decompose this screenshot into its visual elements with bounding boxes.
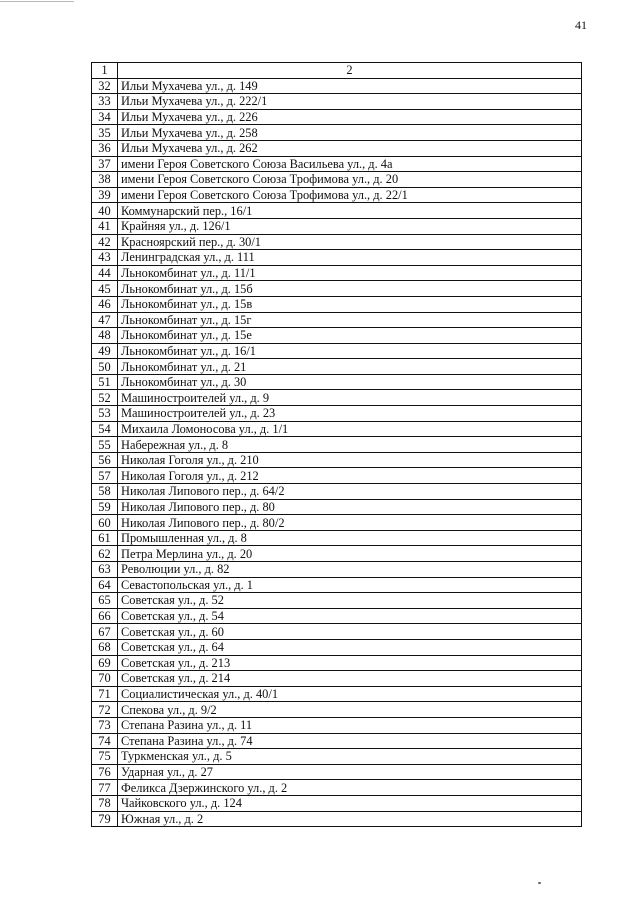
- row-number: 53: [92, 406, 118, 422]
- row-address: Социалистическая ул., д. 40/1: [118, 686, 582, 702]
- row-number: 47: [92, 312, 118, 328]
- row-address: Льнокомбинат ул., д. 21: [118, 359, 582, 375]
- table-row: [92, 343, 582, 359]
- row-number: 72: [92, 702, 118, 718]
- row-number: 41: [92, 218, 118, 234]
- row-number: 38: [92, 172, 118, 188]
- table-row: [92, 187, 582, 203]
- row-address: Севастопольская ул., д. 1: [118, 577, 582, 593]
- row-number: 56: [92, 452, 118, 468]
- row-address: имени Героя Советского Союза Трофимова ул., д. 20: [118, 172, 582, 188]
- table-row: [92, 140, 582, 156]
- row-number: 65: [92, 593, 118, 609]
- row-number: 32: [92, 78, 118, 94]
- table-row: [92, 546, 582, 562]
- row-number: 64: [92, 577, 118, 593]
- table-row: [92, 94, 582, 110]
- table-row: [92, 234, 582, 250]
- row-number: 60: [92, 515, 118, 531]
- table-row: [92, 608, 582, 624]
- row-address: Ильи Мухачева ул., д. 222/1: [118, 94, 582, 110]
- table-row: [92, 795, 582, 811]
- row-number: 43: [92, 250, 118, 266]
- table-row: [92, 780, 582, 796]
- row-number: 68: [92, 639, 118, 655]
- row-number: 33: [92, 94, 118, 110]
- table-row: [92, 218, 582, 234]
- row-number: 35: [92, 125, 118, 141]
- row-number: 52: [92, 390, 118, 406]
- table-row: [92, 203, 582, 219]
- row-number: 58: [92, 484, 118, 500]
- table-row: [92, 421, 582, 437]
- row-number: 50: [92, 359, 118, 375]
- table-row: [92, 125, 582, 141]
- row-address: Промышленная ул., д. 8: [118, 530, 582, 546]
- row-address: имени Героя Советского Союза Трофимова ул., д. 22/1: [118, 187, 582, 203]
- table-row: [92, 593, 582, 609]
- table-row: [92, 328, 582, 344]
- table-row: [92, 390, 582, 406]
- row-number: 39: [92, 187, 118, 203]
- row-number: 45: [92, 281, 118, 297]
- row-number: 73: [92, 717, 118, 733]
- table-row: [92, 312, 582, 328]
- table-row: [92, 78, 582, 94]
- table-row: [92, 468, 582, 484]
- row-address: Льнокомбинат ул., д. 15в: [118, 296, 582, 312]
- row-address: Набережная ул., д. 8: [118, 437, 582, 453]
- row-address: Революции ул., д. 82: [118, 562, 582, 578]
- row-address: Николая Липового пер., д. 80: [118, 499, 582, 515]
- row-number: 57: [92, 468, 118, 484]
- table-row: [92, 359, 582, 375]
- row-address: Чайковского ул., д. 124: [118, 795, 582, 811]
- table-row: [92, 702, 582, 718]
- row-address: Льнокомбинат ул., д. 30: [118, 374, 582, 390]
- row-address: Южная ул., д. 2: [118, 811, 582, 827]
- table-row: [92, 172, 582, 188]
- row-number: 37: [92, 156, 118, 172]
- row-number: 79: [92, 811, 118, 827]
- row-number: 44: [92, 265, 118, 281]
- row-address: Советская ул., д. 60: [118, 624, 582, 640]
- header-row: [92, 63, 582, 79]
- header-col-1: 1: [92, 63, 118, 79]
- table-row: [92, 281, 582, 297]
- row-number: 63: [92, 562, 118, 578]
- table-row: [92, 655, 582, 671]
- row-address: Ударная ул., д. 27: [118, 764, 582, 780]
- table-row: [92, 530, 582, 546]
- table-row: [92, 156, 582, 172]
- row-address: Советская ул., д. 214: [118, 671, 582, 687]
- scan-edge-mark: [0, 1, 74, 2]
- row-number: 76: [92, 764, 118, 780]
- row-number: 61: [92, 530, 118, 546]
- row-number: 54: [92, 421, 118, 437]
- table-row: [92, 109, 582, 125]
- row-number: 55: [92, 437, 118, 453]
- row-address: Степана Разина ул., д. 74: [118, 733, 582, 749]
- row-number: 71: [92, 686, 118, 702]
- scan-speck: [538, 882, 541, 884]
- table-row: [92, 577, 582, 593]
- row-address: Феликса Дзержинского ул., д. 2: [118, 780, 582, 796]
- table-row: [92, 296, 582, 312]
- row-address: Крайняя ул., д. 126/1: [118, 218, 582, 234]
- row-address: Советская ул., д. 213: [118, 655, 582, 671]
- row-number: 46: [92, 296, 118, 312]
- row-address: Льнокомбинат ул., д. 15б: [118, 281, 582, 297]
- table-row: [92, 686, 582, 702]
- row-address: имени Героя Советского Союза Васильева ул., д. 4а: [118, 156, 582, 172]
- row-address: Советская ул., д. 54: [118, 608, 582, 624]
- row-address: Машиностроителей ул., д. 23: [118, 406, 582, 422]
- row-address: Машиностроителей ул., д. 9: [118, 390, 582, 406]
- row-address: Спекова ул., д. 9/2: [118, 702, 582, 718]
- table-row: [92, 484, 582, 500]
- row-number: 66: [92, 608, 118, 624]
- page-number: 41: [575, 18, 587, 32]
- table-header: [92, 63, 582, 79]
- row-number: 51: [92, 374, 118, 390]
- row-address: Ильи Мухачева ул., д. 262: [118, 140, 582, 156]
- row-address: Ильи Мухачева ул., д. 149: [118, 78, 582, 94]
- row-address: Коммунарский пер., 16/1: [118, 203, 582, 219]
- table-row: [92, 562, 582, 578]
- table-row: [92, 717, 582, 733]
- row-number: 78: [92, 795, 118, 811]
- row-number: 36: [92, 140, 118, 156]
- row-address: Николая Липового пер., д. 64/2: [118, 484, 582, 500]
- row-number: 62: [92, 546, 118, 562]
- row-address: Ильи Мухачева ул., д. 226: [118, 109, 582, 125]
- row-number: 74: [92, 733, 118, 749]
- table-row: [92, 452, 582, 468]
- row-number: 40: [92, 203, 118, 219]
- row-number: 70: [92, 671, 118, 687]
- row-address: Николая Гоголя ул., д. 210: [118, 452, 582, 468]
- row-address: Льнокомбинат ул., д. 11/1: [118, 265, 582, 281]
- row-number: 69: [92, 655, 118, 671]
- row-address: Ильи Мухачева ул., д. 258: [118, 125, 582, 141]
- row-address: Ленинградская ул., д. 111: [118, 250, 582, 266]
- row-address: Советская ул., д. 52: [118, 593, 582, 609]
- table-row: [92, 406, 582, 422]
- row-number: 49: [92, 343, 118, 359]
- table-row: [92, 265, 582, 281]
- table-row: [92, 374, 582, 390]
- row-number: 77: [92, 780, 118, 796]
- table-row: [92, 639, 582, 655]
- header-col-2: 2: [118, 63, 582, 79]
- row-number: 48: [92, 328, 118, 344]
- row-address: Николая Гоголя ул., д. 212: [118, 468, 582, 484]
- row-address: Советская ул., д. 64: [118, 639, 582, 655]
- row-number: 59: [92, 499, 118, 515]
- row-number: 34: [92, 109, 118, 125]
- address-table: [91, 62, 582, 827]
- row-address: Степана Разина ул., д. 11: [118, 717, 582, 733]
- table-row: [92, 749, 582, 765]
- row-address: Николая Липового пер., д. 80/2: [118, 515, 582, 531]
- row-number: 42: [92, 234, 118, 250]
- row-address: Льнокомбинат ул., д. 15г: [118, 312, 582, 328]
- row-address: Льнокомбинат ул., д. 15е: [118, 328, 582, 344]
- table-row: [92, 671, 582, 687]
- table-row: [92, 733, 582, 749]
- table-row: [92, 437, 582, 453]
- row-number: 67: [92, 624, 118, 640]
- row-address: Михаила Ломоносова ул., д. 1/1: [118, 421, 582, 437]
- row-address: Красноярский пер., д. 30/1: [118, 234, 582, 250]
- row-number: 75: [92, 749, 118, 765]
- table-row: [92, 811, 582, 827]
- row-address: Льнокомбинат ул., д. 16/1: [118, 343, 582, 359]
- table-row: [92, 624, 582, 640]
- row-address: Петра Мерлина ул., д. 20: [118, 546, 582, 562]
- table-row: [92, 499, 582, 515]
- table-body: [92, 78, 582, 827]
- table-row: [92, 764, 582, 780]
- table-row: [92, 250, 582, 266]
- row-address: Туркменская ул., д. 5: [118, 749, 582, 765]
- table-row: [92, 515, 582, 531]
